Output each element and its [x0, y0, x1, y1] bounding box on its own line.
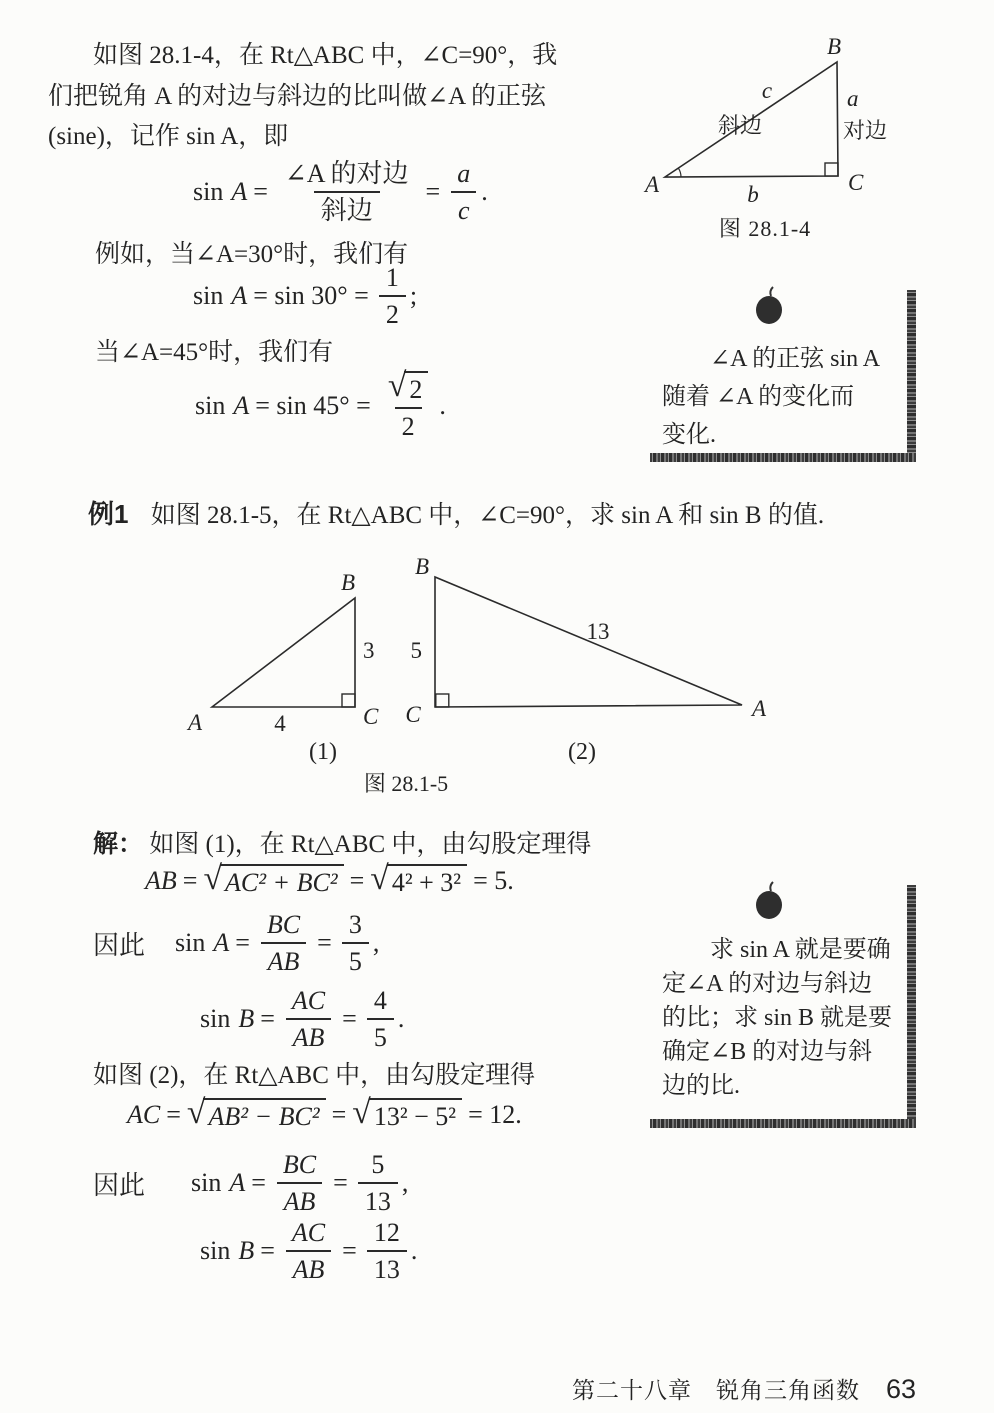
radical-sign: √ — [370, 860, 389, 897]
var-A: A — [213, 928, 230, 957]
page-footer — [0, 1372, 916, 1405]
numerator: BC — [266, 909, 301, 939]
t2-vertex-a: A — [752, 696, 767, 721]
sin-function: sin — [193, 177, 224, 207]
fraction-AC-AB — [285, 986, 332, 1053]
numerator: 5 — [371, 1149, 385, 1179]
semicolon: ; — [409, 281, 418, 311]
note-line: 确定∠B 的对边与斜 — [662, 1039, 873, 1065]
fraction-3-5 — [342, 910, 369, 977]
sinB-row-2 — [200, 1218, 417, 1284]
numerator: 1 — [385, 263, 399, 292]
solution-p1: 如图 (1)，在 Rt△ABC 中，由勾股定理得 — [149, 831, 592, 858]
t2-vertex-c: C — [405, 702, 421, 727]
sinB-row-1 — [200, 986, 404, 1052]
denominator: 13 — [358, 1182, 398, 1217]
therefore-label: 因此 — [93, 930, 146, 960]
therefore-sinA-row-2 — [93, 1150, 408, 1216]
var-AB: AB — [145, 866, 177, 895]
t2-side-bc: 5 — [410, 638, 422, 663]
equals: = — [251, 1168, 266, 1197]
formula-sine-definition — [193, 159, 488, 226]
side-label-b: b — [747, 182, 759, 207]
opposite-side-label: 对边 — [843, 118, 888, 143]
t1-sublabel: (1) — [309, 739, 337, 765]
numerator: ∠A 的对边 — [284, 159, 409, 188]
note-line: 随着 ∠A 的变化而 — [662, 384, 855, 410]
equals: = — [260, 1236, 275, 1265]
denominator: 斜边 — [314, 191, 380, 226]
period: . — [410, 1236, 418, 1265]
solution-p2: 如图 (2)，在 Rt△ABC 中，由勾股定理得 — [93, 1062, 536, 1089]
equals: = — [342, 1236, 357, 1265]
radical — [370, 860, 467, 898]
equals: = — [166, 1100, 181, 1129]
fraction-a-c — [450, 159, 477, 226]
radicand: 4² + 3² — [387, 864, 467, 898]
var-A: A — [231, 281, 248, 311]
note-border-bottom — [650, 1119, 916, 1128]
var-A: A — [229, 1168, 246, 1197]
equals-sin45: = sin 45° = — [255, 391, 371, 421]
side-label-c: c — [761, 78, 773, 103]
note-text — [662, 933, 898, 1103]
formula-ab — [145, 860, 520, 898]
denominator: 2 — [395, 407, 422, 442]
numerator: AC — [291, 1217, 326, 1247]
var-B: B — [238, 1236, 255, 1265]
equals: = — [342, 1004, 357, 1033]
fraction-BC-AB — [276, 1150, 323, 1217]
fraction-AC-AB — [285, 1218, 332, 1285]
radical-sign: √ — [203, 860, 222, 897]
note-border-right — [907, 885, 916, 1128]
right-angle-mark — [825, 163, 838, 176]
t1-vertex-b: B — [340, 570, 356, 595]
pin-icon — [754, 879, 786, 923]
equals: = — [317, 928, 332, 957]
fraction-1-2 — [379, 263, 406, 330]
t2-vertex-b: B — [414, 556, 430, 579]
denominator: 5 — [342, 942, 369, 977]
margin-note-ratio — [650, 885, 916, 1128]
t1-side-bc: 3 — [363, 638, 375, 663]
note-line: 边的比. — [662, 1073, 740, 1099]
vertex-label-b: B — [826, 34, 842, 59]
page-number: 63 — [885, 1374, 916, 1404]
equals: = — [182, 866, 198, 895]
var-AC: AC — [127, 1100, 161, 1129]
intro-line-3: (sine)，记作 sin A，即 — [48, 123, 289, 150]
radicand: AB² − BC² — [203, 1098, 325, 1132]
fraction-5-13 — [358, 1150, 398, 1217]
fraction-4-5 — [367, 986, 394, 1053]
radicand: 13² − 5² — [369, 1098, 462, 1132]
equals: = — [349, 866, 365, 895]
equals: = — [235, 928, 250, 957]
denominator: AB — [286, 1250, 332, 1285]
note-line: 定∠A 的对边与斜边 — [662, 971, 873, 997]
angle-arc — [678, 168, 681, 177]
numerator: 4 — [373, 985, 387, 1015]
comma: , — [401, 1168, 409, 1197]
solution-label: 解： — [93, 830, 144, 858]
side-label-a: a — [847, 86, 859, 111]
note-line: 变化. — [662, 422, 716, 448]
denominator: c — [451, 191, 477, 226]
radicand: 2 — [404, 371, 428, 405]
t1-vertex-a: A — [187, 710, 203, 735]
t2-side-ab: 13 — [586, 619, 610, 644]
equals: = — [331, 1100, 347, 1129]
example-1-label: 例1 — [88, 499, 129, 529]
var-B: B — [238, 1004, 255, 1033]
note-line: 的比；求 sin B 就是要 — [662, 1005, 893, 1031]
note-line: 求 sin A 就是要确 — [710, 937, 891, 963]
numerator: AC — [291, 985, 326, 1015]
t1-vertex-c: C — [363, 704, 379, 729]
denominator: AB — [277, 1182, 323, 1217]
sin-function: sin — [200, 1004, 231, 1033]
formula-sin30 — [193, 263, 417, 330]
right-angle-mark-1 — [342, 694, 355, 707]
numerator: a — [457, 159, 471, 188]
equals: = — [253, 177, 268, 207]
equals: = — [333, 1168, 348, 1197]
note-border-bottom — [650, 453, 916, 462]
numerator: 12 — [373, 1217, 400, 1247]
fraction-12-13 — [367, 1218, 407, 1285]
denominator: 5 — [367, 1018, 394, 1053]
numerator: BC — [282, 1149, 317, 1179]
equals: = — [260, 1004, 275, 1033]
vertex-label-a: A — [644, 172, 660, 197]
radical — [352, 1094, 462, 1132]
hypotenuse-label: 斜边 — [717, 113, 763, 138]
triangle-1 — [212, 598, 355, 707]
var-A: A — [233, 391, 250, 421]
therefore-label: 因此 — [93, 1170, 146, 1200]
vertex-label-c: C — [848, 170, 864, 195]
chapter-title: 第二十八章 锐角三角函数 — [571, 1377, 860, 1403]
radical — [203, 860, 343, 898]
sin-function: sin — [191, 1168, 222, 1197]
therefore-sinA-row — [93, 910, 379, 976]
denominator: 13 — [367, 1250, 407, 1285]
sin-function: sin — [193, 281, 224, 311]
note-line: ∠A 的正弦 sin A — [710, 346, 881, 372]
equals-sin30: = sin 30° = — [253, 281, 369, 311]
denominator: AB — [286, 1018, 332, 1053]
radical-sign: √ — [352, 1094, 371, 1131]
result: = 5. — [473, 866, 514, 895]
fraction-opposite-hypotenuse — [278, 159, 416, 226]
example-1-text: 如图 28.1-5，在 Rt△ABC 中，∠C=90°，求 sin A 和 sin B 的值. — [150, 502, 825, 529]
period: . — [481, 177, 488, 207]
figure-28-1-5 — [150, 556, 810, 806]
para-sin30: 例如，当∠A=30°时，我们有 — [95, 241, 409, 268]
intro-line-1: 如图 28.1-4，在 Rt△ABC 中，∠C=90°，我 — [93, 42, 558, 69]
figure-28-1-4-caption: 图 28.1-4 — [718, 216, 812, 241]
formula-ac — [127, 1094, 528, 1132]
comma: , — [372, 928, 380, 957]
example-1-line — [88, 494, 824, 531]
var-A: A — [231, 177, 248, 207]
period: . — [397, 1004, 405, 1033]
period: . — [439, 391, 446, 421]
equals: = — [425, 177, 441, 207]
radical-sign: √ — [186, 1094, 206, 1131]
denominator: AB — [261, 942, 307, 977]
denominator: 2 — [379, 295, 406, 330]
result: = 12. — [468, 1100, 522, 1129]
fraction-sqrt2-2 — [381, 367, 436, 442]
numerator — [381, 367, 436, 407]
t1-side-ac: 4 — [274, 711, 286, 736]
right-angle-mark-2 — [436, 694, 449, 707]
radical — [186, 1094, 326, 1132]
radical-sign: √ — [387, 367, 407, 404]
fraction-BC-AB — [260, 910, 307, 977]
sin-function: sin — [200, 1236, 231, 1265]
formula-sin45 — [195, 367, 446, 442]
radicand: AC² + BC² — [220, 864, 344, 898]
note-border-right — [907, 290, 916, 462]
sin-function: sin — [195, 391, 226, 421]
margin-note-sine-varies — [650, 290, 916, 462]
t2-sublabel: (2) — [568, 739, 596, 765]
note-text — [662, 340, 898, 454]
solution-line-1 — [93, 826, 591, 863]
para-sin45: 当∠A=45°时，我们有 — [95, 339, 334, 366]
sin-function: sin — [175, 928, 206, 957]
numerator: 3 — [348, 909, 362, 939]
pin-icon — [754, 284, 786, 328]
radical — [387, 367, 429, 405]
figure-28-1-5-caption: 图 28.1-5 — [363, 771, 449, 796]
intro-line-2: 们把锐角 A 的对边与斜边的比叫做∠A 的正弦 — [48, 83, 547, 110]
figure-28-1-4 — [640, 30, 950, 230]
